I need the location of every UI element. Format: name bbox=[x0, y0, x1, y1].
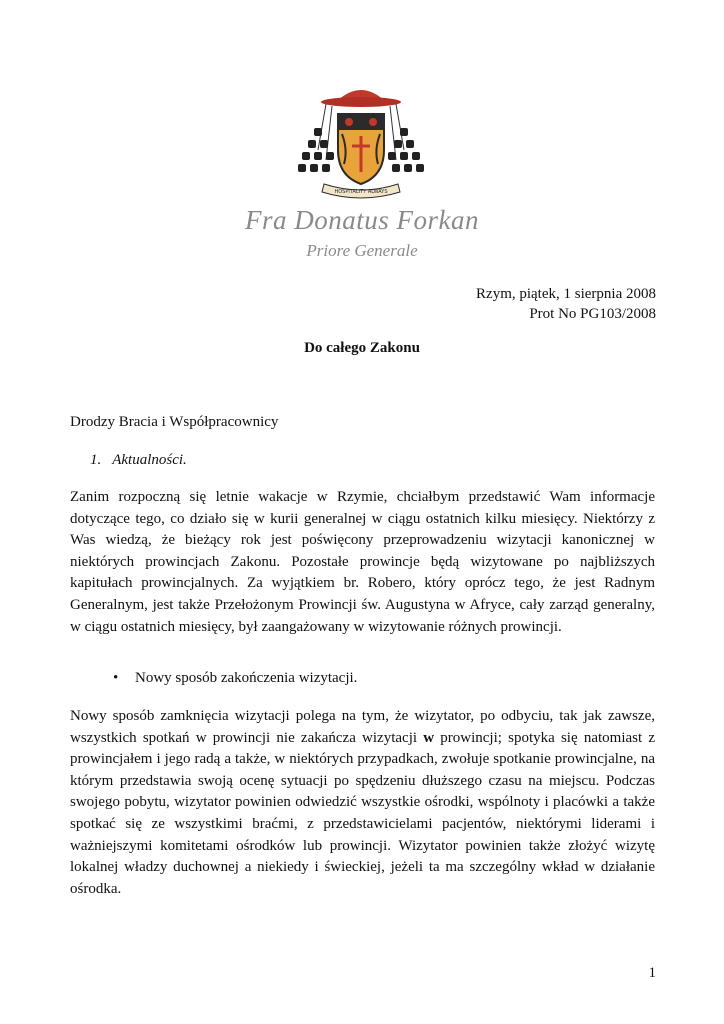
signature-role: Priore Generale bbox=[306, 241, 418, 260]
coat-of-arms-motto: HOSPITALITY ALWAYS bbox=[334, 189, 388, 195]
paragraph-1: Zanim rozpoczną się letnie wakacje w Rzymie, chciałbym przedstawić Wam informacje dotyczące tego, co działo się w kurii generalnej w ciągu ostatnich kilku miesięcy. Niektórzy z Was wiedzą, że bieżący rok jest poświęcony przeprowadzeniu wizytacji kanonicznej w niektórych prowincjach Zakonu. Pozostałe prowincje będą wizytowane po najbliższych kapitułach prowincjalnych. Za wyjątkiem br. Robero, który oprócz tego, że jest Radnym Generalnym, jest także Przełożonym Prowincji św. Augustyna w Afryce, cały zarząd generalny, w ciągu ostatnich miesięcy, był zaangażowany w wizytowanie różnych prowincji. bbox=[70, 489, 655, 635]
signature-name: Fra Donatus Forkan bbox=[245, 205, 479, 235]
date-line: Rzym, piątek, 1 sierpnia 2008 bbox=[476, 286, 656, 302]
paragraph-2-part-2: prowincji; spotyka się natomiast z prowincjałem i jego radą a także, w niektórych przypadkach, zwołuje spotkanie prowincjalne, na którym przedstawia swoją ocenę sytuacji po spędzeniu dłuższego czasu na miejscu. Podczas swojego pobytu, wizytator powinien odwiedzić wszystkie ośrodki, wspólnoty i placówki a także spotkać się ze wszystkimi braćmi, z przedstawicielami pacjentów, niektórymi liderami i ważniejszymi komitetami ośrodków lub prowincji. Wizytator powinien także złożyć wizytę lokalnej władzy duchownej a niekiedy i świeckiej, jeżeli ta ma szczególny wkład w działanie ośrodka. bbox=[70, 729, 655, 897]
bullet-icon: • bbox=[113, 670, 119, 686]
page-number: 1 bbox=[648, 965, 656, 981]
paragraph-2 bbox=[70, 706, 655, 900]
letter-heading: Do całego Zakonu bbox=[304, 340, 420, 356]
protocol-number: Prot No PG103/2008 bbox=[529, 306, 656, 322]
letterhead-signature bbox=[232, 204, 492, 262]
paragraph-2-part-1: Nowy sposób zamknięcia wizytacji polega na tym, że wizytator, po odbyciu, tak jak zawsze, wszystkich spotkań w prowincji nie zakańcza wizytacji bbox=[70, 708, 655, 746]
section-title-text: Aktualności. bbox=[112, 452, 187, 468]
bullet-text: Nowy sposób zakończenia wizytacji. bbox=[135, 670, 358, 686]
section-number: 1. bbox=[90, 452, 102, 468]
section-title bbox=[90, 452, 187, 469]
coat-of-arms-logo bbox=[296, 80, 426, 202]
greeting: Drodzy Bracia i Współpracownicy bbox=[70, 414, 279, 430]
bullet-item bbox=[113, 670, 357, 687]
date-block bbox=[476, 284, 656, 324]
paragraph-2-bold: w bbox=[423, 729, 435, 746]
